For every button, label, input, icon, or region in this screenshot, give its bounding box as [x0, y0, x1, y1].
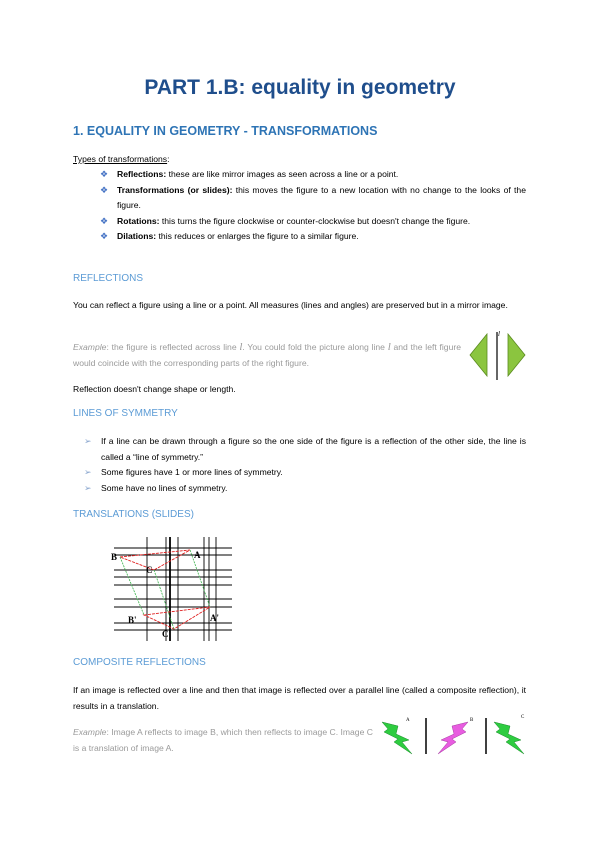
diamond-bullet-icon: ❖ — [100, 169, 109, 179]
diamond-bullet-icon: ❖ — [100, 215, 109, 226]
label-a: A — [406, 718, 410, 723]
list-item-text: Some have no lines of symmetry. — [101, 482, 228, 493]
arrow-bullet-icon: ➢ — [84, 482, 92, 493]
term-desc: this moves the figure to a new location with no change to the looks of the figure. — [117, 184, 526, 210]
composite-example — [73, 725, 373, 756]
diamond-bullet-icon: ❖ — [100, 231, 109, 241]
bolt-c-icon — [494, 722, 524, 754]
composite-figure — [378, 712, 530, 758]
section-heading-symmetry: LINES OF SYMMETRY — [73, 408, 178, 419]
line-label: l — [498, 330, 500, 338]
reflection-figure — [464, 326, 530, 384]
types-label: Types of transformations — [73, 154, 168, 164]
section-heading-transformations: 1. EQUALITY IN GEOMETRY - TRANSFORMATIONS — [73, 124, 378, 138]
arrow-bullet-icon: ➢ — [84, 436, 92, 446]
label-b-prime: B' — [128, 615, 137, 625]
bolt-a-icon — [382, 722, 412, 754]
list-item-text: If a line can be drawn through a figure so the one side of the figure is a reflection of the other side, the line is called a “line of symmetry.” — [101, 436, 526, 462]
section-heading-composite: COMPOSITE REFLECTIONS — [73, 657, 206, 668]
list-item — [100, 167, 526, 183]
reflections-example — [73, 340, 461, 371]
label-c: C — [146, 565, 153, 575]
list-item — [100, 183, 526, 214]
original-triangle — [120, 550, 190, 570]
term-dilations: Dilations: — [117, 231, 157, 241]
list-item — [100, 214, 526, 230]
label-c-prime: C' — [162, 629, 171, 639]
page-title: PART 1.B: equality in geometry — [144, 76, 456, 99]
list-item — [84, 434, 526, 465]
arrow-bullet-icon: ➢ — [84, 467, 92, 477]
example-text: and the left figure would coincide with the corresponding parts of the right figure. — [73, 342, 461, 368]
types-colon: : — [167, 154, 170, 164]
composite-paragraph: If an image is reflected over a line and then that image is reflected over a parallel line (called a composite reflection), it results in a translation. — [73, 685, 526, 711]
section-heading-reflections: REFLECTIONS — [73, 273, 144, 284]
term-rotations: Rotations: — [117, 215, 160, 226]
label-a: A — [194, 550, 201, 560]
reflection-note: Reflection doesn't change shape or length. — [73, 384, 236, 394]
bolt-b-icon — [438, 722, 468, 754]
label-c: C — [521, 715, 525, 720]
term-desc: this reduces or enlarges the figure to a similar figure. — [156, 231, 359, 241]
diamond-bullet-icon: ❖ — [100, 184, 109, 195]
list-item — [84, 481, 526, 497]
term-reflections: Reflections: — [117, 169, 167, 179]
transformation-types-list — [100, 167, 526, 245]
list-item — [100, 229, 526, 245]
example-text: . You could fold the picture along line — [242, 342, 385, 352]
list-item-text: Some figures have 1 or more lines of symmetry. — [101, 467, 283, 477]
types-label-line — [73, 152, 170, 168]
term-desc: this turns the figure clockwise or counter-clockwise but doesn't change the figure. — [159, 215, 471, 226]
list-item — [84, 465, 526, 481]
translated-triangle — [144, 607, 210, 629]
section-heading-translations: TRANSLATIONS (SLIDES) — [73, 509, 194, 520]
example-text: : the figure is reflected across line — [106, 342, 237, 352]
label-b: B — [111, 552, 118, 562]
example-label: Example — [73, 727, 107, 737]
line-variable: l — [387, 341, 391, 353]
translation-grid-figure — [106, 537, 236, 641]
line-variable: l — [239, 341, 243, 353]
label-b: B — [470, 718, 474, 723]
term-transformations: Transformations (or slides): — [117, 184, 233, 195]
example-text: : Image A reflects to image B, which then reflects to image C. Image C is a translation of image A. — [73, 727, 373, 753]
label-a-prime: A' — [210, 613, 219, 623]
right-triangle — [508, 334, 525, 376]
reflections-paragraph: You can reflect a figure using a line or a point. All measures (lines and angles) are preserved but in a mirror image. — [73, 300, 508, 310]
term-desc: these are like mirror images as seen across a line or a point. — [166, 169, 399, 179]
symmetry-list — [84, 434, 526, 496]
left-triangle — [470, 334, 487, 376]
example-label: Example — [73, 342, 107, 352]
